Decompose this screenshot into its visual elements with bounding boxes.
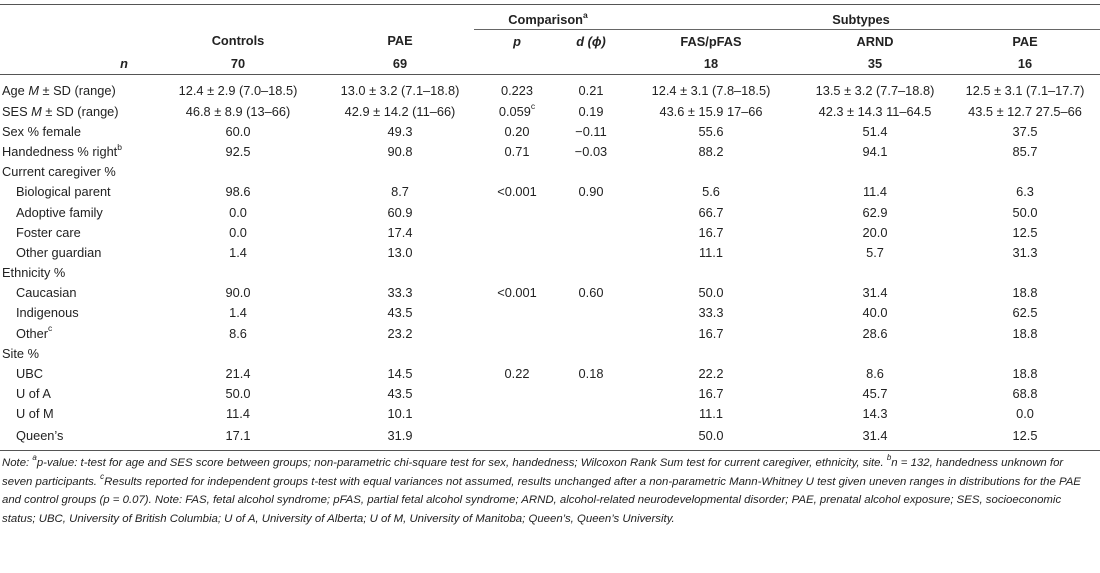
- cell-value: 90.0: [225, 285, 251, 301]
- cell-value: 85.7: [1012, 143, 1038, 159]
- cell-value: 31.9: [326, 424, 474, 451]
- cell-value: [150, 263, 326, 283]
- cell-value: −0.11: [575, 123, 607, 139]
- col-header-p: p: [513, 33, 521, 49]
- cell-value: 0.19: [578, 103, 604, 119]
- cell-value: [560, 242, 622, 262]
- row-label: Sex % female: [2, 123, 81, 139]
- row-label: Other$^c$: [16, 323, 53, 341]
- cell-value: <0.001: [497, 184, 537, 200]
- cell-value: 43.5: [387, 386, 413, 402]
- cell-value: 8.6: [866, 366, 884, 382]
- table-row: [0, 182, 1100, 202]
- cell-value: 17.1: [150, 424, 326, 451]
- cell-value: 13.0: [387, 244, 413, 260]
- table-row: [0, 283, 1100, 303]
- cell-value: 16.7: [698, 386, 724, 402]
- subtypes-group-header: Subtypes: [622, 5, 1100, 30]
- row-label: Other guardian: [16, 244, 102, 260]
- cell-value: [800, 263, 950, 283]
- cell-value: 21.4: [225, 366, 251, 382]
- cell-value: 98.6: [225, 184, 251, 200]
- cell-value: [150, 343, 326, 363]
- table-row: [0, 162, 1100, 182]
- group-header-row: [0, 5, 1100, 30]
- row-label: U of M: [16, 406, 54, 422]
- table-row: [0, 222, 1100, 242]
- table-row: [0, 101, 1100, 121]
- cell-value: 11.1: [699, 406, 723, 422]
- col-header-fas-pfas: FAS/pFAS: [680, 33, 742, 49]
- comparison-group-header: Comparison$^a$: [474, 5, 622, 30]
- n-value: 18: [622, 52, 800, 75]
- cell-value: 18.8: [1012, 285, 1038, 301]
- cell-value: 28.6: [862, 325, 888, 341]
- cell-value: [150, 162, 326, 182]
- cell-value: [560, 404, 622, 424]
- n-value: 69: [326, 52, 474, 75]
- cell-value: 66.7: [698, 204, 724, 220]
- table-row: [0, 202, 1100, 222]
- n-row: [0, 52, 1100, 75]
- cell-value: [474, 424, 560, 451]
- n-value: 70: [150, 52, 326, 75]
- cell-value: 11.4: [226, 406, 250, 422]
- cell-value: 90.8: [387, 143, 413, 159]
- table-row: [0, 141, 1100, 161]
- n-value: [560, 52, 622, 75]
- cell-value: [622, 343, 800, 363]
- cell-value: [474, 202, 560, 222]
- cell-value: [474, 404, 560, 424]
- cell-value: 0.0: [229, 224, 247, 240]
- cell-value: 43.5: [387, 305, 413, 321]
- cell-value: 0.223: [500, 82, 534, 98]
- cell-value: 94.1: [862, 143, 888, 159]
- cell-value: 20.0: [862, 224, 888, 240]
- cell-value: 33.3: [387, 285, 413, 301]
- cell-value: [474, 323, 560, 343]
- cell-value: 37.5: [1012, 123, 1038, 139]
- cell-value: 1.4: [229, 305, 247, 321]
- cell-value: 49.3: [387, 123, 413, 139]
- cell-value: [474, 343, 560, 363]
- cell-value: 12.4 ± 3.1 (7.8–18.5): [651, 82, 771, 98]
- cell-value: 14.3: [862, 406, 888, 422]
- cell-value: 50.0: [698, 285, 724, 301]
- table-row: [0, 303, 1100, 323]
- cell-value: 16.7: [698, 325, 724, 341]
- cell-value: 14.5: [387, 366, 413, 382]
- demographics-table: [0, 4, 1100, 451]
- cell-value: 45.7: [862, 386, 888, 402]
- cell-value: 51.4: [862, 123, 888, 139]
- cell-value: −0.03: [574, 143, 608, 159]
- cell-value: 0.0: [229, 204, 247, 220]
- cell-value: [560, 222, 622, 242]
- cell-value: 46.8 ± 8.9 (13–66): [185, 103, 291, 119]
- row-label: Indigenous: [16, 305, 79, 321]
- table-row: [0, 263, 1100, 283]
- cell-value: [622, 263, 800, 283]
- row-label: Foster care: [16, 224, 81, 240]
- cell-value: 0.20: [504, 123, 530, 139]
- cell-value: 42.9 ± 14.2 (11–66): [344, 103, 456, 119]
- cell-value: [326, 162, 474, 182]
- table-row: [0, 424, 1100, 451]
- cell-value: 62.5: [1012, 305, 1038, 321]
- cell-value: 42.3 ± 14.3 11–64.5: [818, 103, 932, 119]
- cell-value: 18.8: [1012, 366, 1038, 382]
- col-header-d: d (ϕ): [576, 33, 606, 49]
- row-label: Caucasian: [16, 285, 77, 301]
- table-row: [0, 121, 1100, 141]
- cell-value: 40.0: [862, 305, 888, 321]
- table-row: [0, 75, 1100, 102]
- col-header-pae-subtype: PAE: [1012, 33, 1038, 49]
- table-row: [0, 404, 1100, 424]
- cell-value: 31.4: [800, 424, 950, 451]
- cell-value: [950, 343, 1100, 363]
- cell-value: 62.9: [862, 204, 888, 220]
- cell-value: 12.5: [1012, 224, 1038, 240]
- cell-value: 11.1: [699, 244, 723, 260]
- cell-value: [622, 162, 800, 182]
- cell-value: 0.90: [578, 184, 604, 200]
- row-label: Handedness % right$^b$: [2, 141, 122, 159]
- row-label: Site %: [2, 345, 39, 361]
- cell-value: 33.3: [698, 305, 724, 321]
- cell-value: 6.3: [1016, 184, 1034, 200]
- cell-value: [560, 323, 622, 343]
- cell-value: 5.6: [702, 184, 720, 200]
- row-label: Queen’s: [0, 424, 150, 451]
- cell-value: 0.60: [578, 285, 604, 301]
- cell-value: 8.6: [229, 325, 247, 341]
- cell-value: [560, 162, 622, 182]
- cell-value: [474, 384, 560, 404]
- cell-value: 55.6: [698, 123, 724, 139]
- cell-value: [474, 303, 560, 323]
- table-row: [0, 363, 1100, 383]
- table-body: [0, 75, 1100, 451]
- cell-value: 31.4: [862, 285, 888, 301]
- table-row: [0, 343, 1100, 363]
- cell-value: [560, 263, 622, 283]
- cell-value: [950, 263, 1100, 283]
- cell-value: 12.4 ± 2.9 (7.0–18.5): [178, 82, 298, 98]
- cell-value: 1.4: [229, 244, 247, 260]
- cell-value: 16.7: [698, 224, 724, 240]
- cell-value: [800, 162, 950, 182]
- table-row: [0, 384, 1100, 404]
- cell-value: 92.5: [225, 143, 251, 159]
- cell-value: 60.9: [387, 204, 413, 220]
- cell-value: 60.0: [225, 123, 251, 139]
- cell-value: 88.2: [698, 143, 724, 159]
- cell-value: 50.0: [1012, 204, 1038, 220]
- cell-value: 13.5 ± 3.2 (7.7–18.8): [815, 82, 935, 98]
- cell-value: 17.4: [387, 224, 413, 240]
- cell-value: 0.71: [504, 143, 530, 159]
- cell-value: [560, 424, 622, 451]
- cell-value: 31.3: [1012, 244, 1038, 260]
- cell-value: 50.0: [225, 386, 251, 402]
- cell-value: 18.8: [1012, 325, 1038, 341]
- cell-value: 8.7: [391, 184, 409, 200]
- cell-value: 0.059$^c$: [498, 101, 536, 119]
- row-label: UBC: [16, 366, 44, 382]
- cell-value: [474, 242, 560, 262]
- row-label: Adoptive family: [16, 204, 103, 220]
- table-row: [0, 242, 1100, 262]
- col-header-pae: PAE: [387, 33, 413, 49]
- n-value: 16: [950, 52, 1100, 75]
- cell-value: 11.4: [863, 184, 887, 200]
- col-header-arnd: ARND: [856, 33, 894, 49]
- cell-value: 5.7: [866, 244, 884, 260]
- cell-value: 0.0: [1016, 406, 1034, 422]
- cell-value: [326, 343, 474, 363]
- cell-value: 10.1: [387, 406, 413, 422]
- cell-value: 0.21: [578, 82, 604, 98]
- cell-value: [474, 162, 560, 182]
- cell-value: [326, 263, 474, 283]
- row-label: Age M ± SD (range): [2, 82, 116, 98]
- row-label: Current caregiver %: [2, 164, 116, 180]
- cell-value: [560, 384, 622, 404]
- column-header-row: [0, 30, 1100, 53]
- cell-value: [560, 202, 622, 222]
- row-label: Ethnicity %: [2, 265, 66, 281]
- cell-value: [560, 343, 622, 363]
- cell-value: 50.0: [622, 424, 800, 451]
- cell-value: 12.5: [950, 424, 1100, 451]
- row-label: U of A: [16, 386, 51, 402]
- cell-value: 13.0 ± 3.2 (7.1–18.8): [340, 82, 460, 98]
- cell-value: 22.2: [698, 366, 724, 382]
- cell-value: [950, 162, 1100, 182]
- n-value: [474, 52, 560, 75]
- cell-value: 23.2: [387, 325, 413, 341]
- cell-value: [800, 343, 950, 363]
- cell-value: [560, 303, 622, 323]
- cell-value: 68.8: [1012, 386, 1038, 402]
- row-label: SES M ± SD (range): [2, 103, 119, 119]
- cell-value: 0.18: [578, 366, 604, 382]
- cell-value: [474, 263, 560, 283]
- row-label: Biological parent: [16, 184, 111, 200]
- cell-value: 12.5 ± 3.1 (7.1–17.7): [965, 82, 1085, 98]
- cell-value: 43.6 ± 15.9 17–66: [659, 103, 763, 119]
- table-footnote: Note: $^a$p-value: t-test for age and SES score between groups; non-parametric chi-square test for sex, handedness; Wilcoxon Rank Sum test for current caregiver, ethnicity, site. $^b$n = 132, handedness unknown for seven participants. $^c$Results reported for independent groups t-test with equal variances not assumed, results unchanged after a non-parametric Mann-Whitney U test given uneven ranges in distributions for the PAE and control groups (p = 0.07). Note: FAS, fetal alcohol syndrome; pFAS, partial fetal alcohol syndrome; ARND, alcohol-related neurodevelopmental disorder; PAE, prenatal alcohol exposure; SES, socioeconomic status; UBC, University of British Columbia; U of A, University of Alberta; U of M, University of Manitoba; Queen’s, Queen’s University.: [2, 453, 1081, 525]
- cell-value: 43.5 ± 12.7 27.5–66: [968, 103, 1082, 119]
- col-header-controls: Controls: [211, 33, 265, 49]
- table-row: [0, 323, 1100, 343]
- cell-value: 0.22: [504, 366, 530, 382]
- cell-value: <0.001: [497, 285, 537, 301]
- n-value: 35: [800, 52, 950, 75]
- n-label: n: [0, 52, 150, 75]
- cell-value: [474, 222, 560, 242]
